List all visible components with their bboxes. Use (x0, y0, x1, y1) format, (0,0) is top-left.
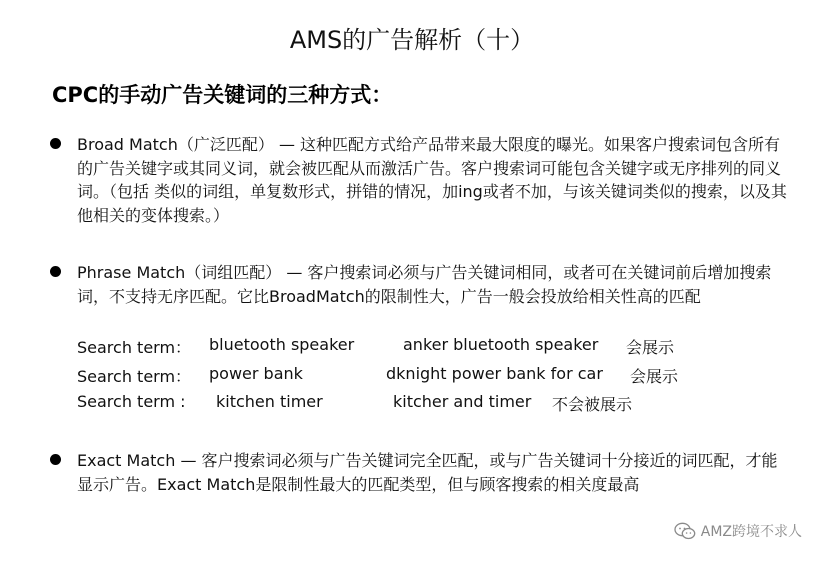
bullet-text: Exact Match — 客户搜索词必须与广告关键词完全匹配，或与广告关键词十分接近的词匹配，才能显示广告。Exact Match是限制性最大的匹配类型，但与顾客搜索的相关度最高 (77, 451, 778, 494)
example-query: dknight power bank for car (386, 363, 603, 383)
bullet-dot-icon (50, 454, 61, 465)
example-term: bluetooth speaker (209, 335, 355, 354)
example-term: power bank (209, 363, 303, 383)
example-query: anker bluetooth speaker (403, 335, 599, 354)
slide-title: AMS的广告解析（十） (289, 26, 535, 54)
wechat-icon (674, 522, 696, 540)
bullet-text: Broad Match（广泛匹配） — 这种匹配方式给产品带来最大限度的曝光。如果客户搜索词包含所有的广告关键字或其同义词，就会被匹配从而激活广告。客户搜索词可能包含关键字或无序排列的同义词。（包括 类似的词组，单复数形式，拼错的情况，加ing或者不加，与该关键词类似的搜索，以及其他相关的变体搜索。） (77, 135, 787, 225)
example-label: Search term : (77, 392, 186, 411)
example-result: 不会被展示 (552, 395, 633, 414)
watermark-text: AMZ跨境不求人 (700, 524, 802, 540)
slide-subtitle: CPC的手动广告关键词的三种方式： (52, 83, 393, 107)
example-term: kitchen timer (216, 392, 323, 411)
example-label: Search term： (77, 338, 192, 357)
example-query: kitcher and timer (393, 392, 532, 411)
watermark (674, 521, 802, 541)
example-label: Search term： (77, 366, 192, 386)
bullet-dot-icon (50, 138, 61, 149)
example-result: 会展示 (630, 366, 679, 386)
example-result: 会展示 (626, 338, 675, 357)
bullet-dot-icon (50, 266, 61, 277)
bullet-text: Phrase Match（词组匹配） — 客户搜索词必须与广告关键词相同，或者可在关键词前后增加搜索词，不支持无序匹配。它比BroadMatch的限制性大，广告一般会投放给相关性高的匹配 (77, 263, 772, 306)
